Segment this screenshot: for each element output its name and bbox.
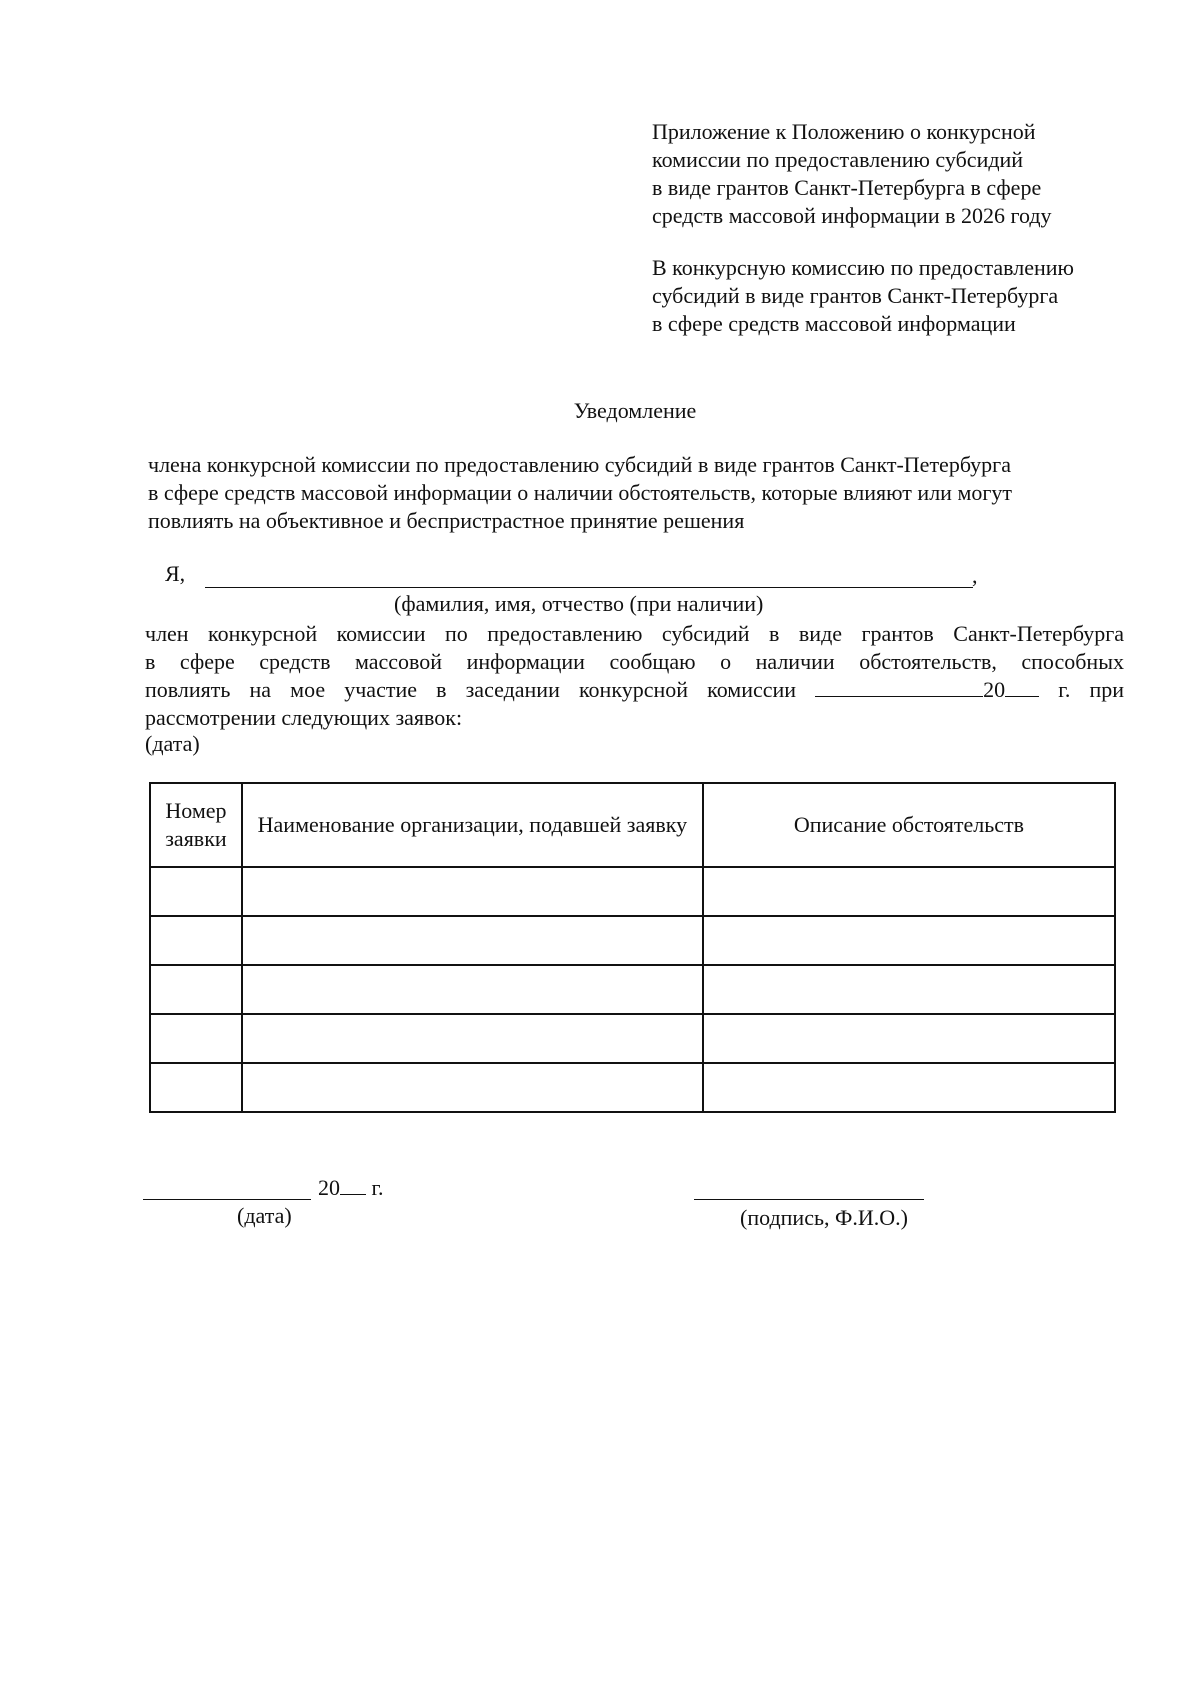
- table-cell[interactable]: [150, 916, 242, 965]
- signature-year: [318, 1174, 384, 1202]
- declaration-line-date: [145, 676, 1124, 704]
- addressee-block: [652, 254, 1126, 338]
- table-row: [150, 916, 1115, 965]
- signature-year-suffix: г.: [371, 1175, 384, 1200]
- declaration-line: в сфере средств массовой информации сообщаю о наличии обстоятельств, способных: [145, 649, 1124, 674]
- appendix-line: Приложение к Положению о конкурсной: [652, 119, 1036, 144]
- table-row: [150, 965, 1115, 1014]
- signature-year-prefix: 20: [318, 1175, 340, 1200]
- i-label: Я,: [165, 561, 186, 586]
- table-cell[interactable]: [242, 965, 703, 1014]
- meeting-date-caption: (дата): [145, 731, 200, 756]
- signature-date-caption: (дата): [237, 1203, 292, 1228]
- appendix-line: в виде грантов Санкт-Петербурга в сфере: [652, 175, 1042, 200]
- subtitle-line: повлиять на объективное и беспристрастное принятие решения: [148, 508, 745, 533]
- table-cell[interactable]: [150, 867, 242, 916]
- signature-caption: (подпись, Ф.И.О.): [740, 1205, 908, 1230]
- declaration-line: рассмотрении следующих заявок:: [145, 705, 463, 730]
- table-cell[interactable]: [242, 916, 703, 965]
- meeting-date-fill-line[interactable]: [815, 678, 983, 697]
- table-row: [150, 1014, 1115, 1063]
- table-cell[interactable]: [242, 1063, 703, 1112]
- appendix-note: [652, 118, 1126, 230]
- declaration-line-end: при: [1089, 677, 1125, 702]
- signature-date-fill-line[interactable]: [143, 1199, 311, 1200]
- table-cell[interactable]: [703, 1063, 1115, 1112]
- declaration-paragraph: [145, 620, 1124, 732]
- table-cell[interactable]: [150, 1014, 242, 1063]
- document-title: Уведомление: [573, 398, 697, 423]
- subtitle-line: члена конкурсной комиссии по предоставлению субсидий в виде грантов Санкт-Петербурга: [148, 452, 1011, 477]
- subtitle-line: в сфере средств массовой информации о наличии обстоятельств, которые влияют или могут: [148, 480, 1013, 505]
- meeting-year-fill-line[interactable]: [1005, 678, 1039, 697]
- meeting-year-prefix: 20: [983, 677, 1006, 702]
- name-caption: (фамилия, имя, отчество (при наличии): [394, 591, 764, 616]
- name-comma: ,: [972, 563, 978, 588]
- table-cell[interactable]: [242, 1014, 703, 1063]
- table-cell[interactable]: [703, 965, 1115, 1014]
- addressee-line: субсидий в виде грантов Санкт-Петербурга: [652, 283, 1059, 308]
- name-fill-line[interactable]: [205, 587, 973, 588]
- column-header-organization: Наименование организации, подавшей заявку: [242, 783, 703, 867]
- table-cell[interactable]: [150, 965, 242, 1014]
- column-header-description: Описание обстоятельств: [703, 783, 1115, 867]
- appendix-line: комиссии по предоставлению субсидий: [652, 147, 1024, 172]
- table-header-row: [150, 783, 1115, 867]
- declaration-line: член конкурсной комиссии по предоставлению субсидий в виде грантов Санкт-Петербурга: [145, 621, 1124, 646]
- table-cell[interactable]: [703, 916, 1115, 965]
- addressee-line: в сфере средств массовой информации: [652, 311, 1016, 336]
- table-row: [150, 1063, 1115, 1112]
- signature-year-fill-line[interactable]: [340, 1176, 366, 1195]
- document-subtitle: [148, 451, 1124, 535]
- column-header-number: Номер заявки: [150, 783, 242, 867]
- declaration-line-text: повлиять на мое участие в заседании конкурсной комиссии: [145, 677, 797, 702]
- meeting-year-suffix: г.: [1058, 677, 1071, 702]
- table-row: [150, 867, 1115, 916]
- appendix-line: средств массовой информации в 2026 году: [652, 203, 1052, 228]
- table-cell[interactable]: [703, 1014, 1115, 1063]
- table-cell[interactable]: [703, 867, 1115, 916]
- table-cell[interactable]: [242, 867, 703, 916]
- addressee-line: В конкурсную комиссию по предоставлению: [652, 255, 1074, 280]
- applications-table: [149, 782, 1116, 1113]
- signature-fill-line[interactable]: [694, 1199, 924, 1200]
- table-cell[interactable]: [150, 1063, 242, 1112]
